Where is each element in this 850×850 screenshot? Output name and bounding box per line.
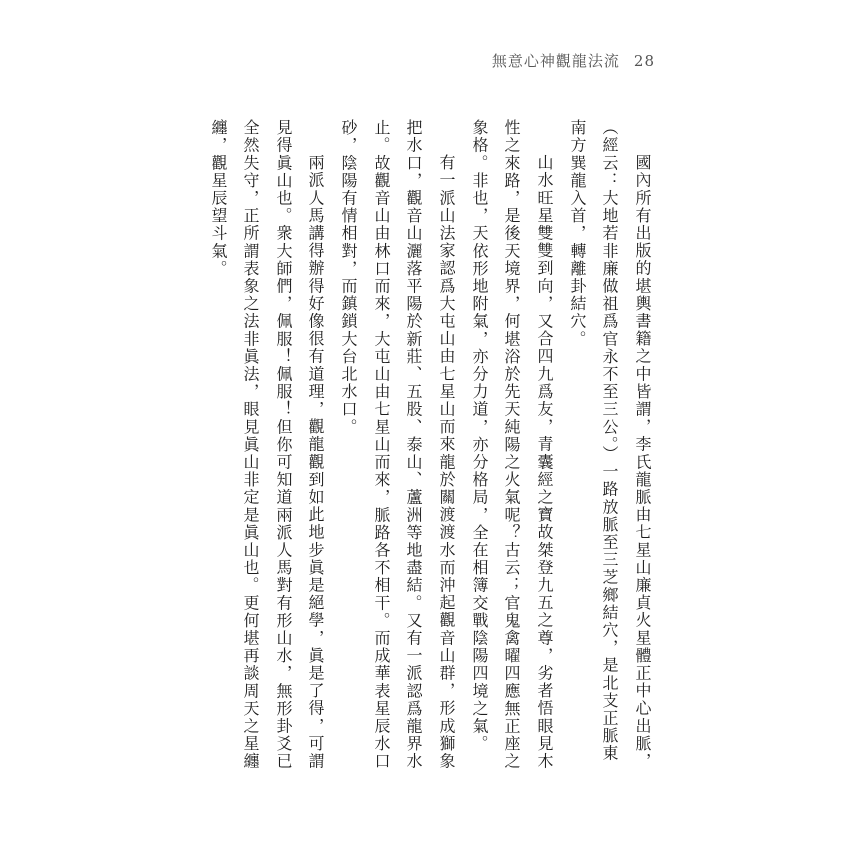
- page-number: 28: [633, 52, 655, 70]
- text-column: 南方巽龍入首，轉離卦結穴。: [568, 119, 587, 348]
- header-title: 無意心神觀龍法流: [491, 52, 620, 70]
- text-column: 砂，陰陽有情相對，而鎮鎖大台北水口。: [339, 119, 358, 436]
- text-column: 國內所有出版的堪輿書籍之中皆謂，李氏龍脈由七星山廉貞火星體正中心出脈，: [633, 154, 652, 770]
- text-column: （經云：大地若非廉做祖爲官永不至三公。）一路放脈至三芝鄉結穴，是北支正脈東: [600, 119, 619, 763]
- text-column: 象格。非也，天依形地附氣，亦分力道，亦分格局，全在相簿交戰陰陽四境之氣。: [470, 119, 489, 753]
- running-header: [492, 50, 655, 71]
- text-column: 性之來路，是後天境界，何堪浴於先天純陽之火氣呢？古云；官鬼禽曜四應無正座之: [502, 119, 521, 771]
- text-column: 有一派山法家認爲大屯山由七星山而來龍於關渡渡水而沖起觀音山群，形成獅象: [437, 154, 456, 770]
- text-column: 山水旺星雙雙到向，又合四九爲友，青囊經之寶故桀登九五之尊，劣者悟眼見木: [535, 154, 554, 770]
- text-column: 全然失守，正所謂表象之法非眞法，眼見眞山非定是眞山也。更何堪再談周天之星纏: [241, 119, 260, 771]
- text-column: 見得眞山也。衆大師們，佩服！佩服！但你可知道兩派人馬對有形山水，無形卦爻已: [274, 119, 293, 771]
- text-column: 兩派人馬講得辦得好像很有道理，觀龍觀到如此地步眞是絕學，眞是了得，可謂: [306, 154, 325, 770]
- text-column: 纏，觀星辰望斗氣。: [209, 119, 228, 278]
- text-column: 止。故觀音山由林口而來，大屯山由七星山而來，脈路各不相干。而成華表星辰水口: [372, 119, 391, 771]
- text-column: 把水口，觀音山灑落平陽於新莊、五股、泰山、蘆洲等地盡結。又有一派認爲龍界水: [404, 119, 423, 771]
